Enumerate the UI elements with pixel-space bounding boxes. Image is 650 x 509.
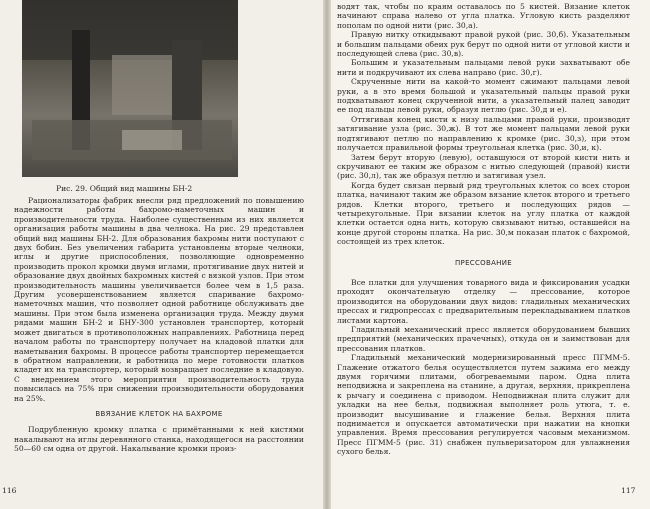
paragraph: Затем берут вторую (левую), оставшуюся от второй кисти нить и скручивают ее таким же образом с нитью следующей (правой) кисти (рис. 30,л), так же образуя петлю и затягивая узел. — [337, 152, 630, 181]
paragraph: Когда будет связан первый ряд треугольных клеток со всех сторон платка, начинают таким же образом вязание клеток второго и третьего рядов. Клетки второго, третьего и последующих рядов — четырехугольные. При вязании клеток на углу платка от каждой клетки остается одна нить, которую связывают нитью, оставшейся на конце другой стороны платка. На рис. 30,м показан платок с бахромой, состоящей из трех клеток. — [337, 180, 630, 247]
paragraph: Подрубленную кромку платка с примётанными к ней кистями накалывают на иглы деревянного станка, находящегося на расстоянии 50—60 см одна от другой. Накалывание кромки произ- — [14, 425, 304, 454]
right-page — [327, 0, 650, 509]
left-text-column — [14, 196, 304, 454]
page-number: 116 — [2, 486, 17, 495]
figure-caption: Рис. 29. Общий вид машины БН-2 — [56, 184, 193, 193]
right-text-column — [337, 2, 630, 457]
paragraph: Рационализаторы фабрик внесли ряд предложений по повышению надежности работы бахромо-наметочных машин и производительности труда. Наиболее существенным из них является организация работы машины в два челнока. На рис. 29 представлен общий вид машины БН-2. Для образования бахромы нити поступают с двух бобин. Без увеличения габарита установлены вторые челноки, иглы и другие приспособления, позволяющие одновременно производить прокол кромки двумя иглами, протягивание двух нитей и образование двух двойных бахромных кистей с вязкой узлов. При этом производительность машины увеличивается более чем в 1,5 раза. Другим усовершенствованием является спаривание бахромо-наметочных машин, что позволяет одной работнице обслуживать две машины. При этом была изменена организация труда. Между двумя рядами машин БН-2 и БНУ-300 установлен транспортер, который может двигаться в противоположных направлениях. Работница перед началом работы по транспортеру получает на кладовой платки для наметывания бахромы. В процессе работы транспортер перемещается в обратном направлении, и работница по мере готовности платков кладет их на транспортер, который возвращает последние в кладовую. С внедрением этого мероприятия производительность труда повысилась на 75% при снижении производительности оборудования на 25%. — [14, 196, 304, 403]
section-heading: ПРЕССОВАНИЕ — [454, 258, 512, 267]
paragraph: Большим и указательным пальцами левой руки захватывают обе нити и подкручивают их слева направо (рис. 30,г). — [337, 58, 630, 77]
paragraph: Скрученные нити на какой-то момент сжимают пальцами левой руки, а в это время большой и указательный пальцы правой руки подхватывают конец скрученной нити, а указательный палец заводит ее под пальцы левой руки, образуя петлю (рис. 30,д и е). — [337, 77, 630, 115]
page-number: 117 — [621, 486, 636, 495]
photo-shape — [22, 0, 238, 60]
photo-shape — [122, 130, 182, 150]
section-heading: ВВЯЗАНИЕ КЛЕТОК НА БАХРОМЕ — [95, 409, 223, 418]
paragraph: Оттягивая конец кисти к низу пальцами правой руки, производят затягивание узла (рис. 30,ж). В тот же момент пальцами левой руки подтягивают петлю по направлению к кромке (рис. 30,з), при этом получается правильной формы треугольная клетка (рис. 30,и, к). — [337, 114, 630, 153]
paragraph: водят так, чтобы по краям оставалось по 5 кистей. Вязание клеток начинают справа налево от угла платка. Угловую кисть разделяют пополам по одной нити (рис. 30,а). — [337, 2, 630, 30]
paragraph: Все платки для улучшения товарного вида и фиксирования усадки проходят окончательную отделку — прессование, которое производится на оборудовании двух видов: гладильных механических прессах и гидропрессах с предварительным перекладыванием платков листами картона. — [337, 277, 630, 325]
machine-photo — [22, 0, 238, 177]
paragraph: Гладильный механический пресс является оборудованием бывших предприятий (механических прачечных), откуда он и заимствован для прессования платков. — [337, 325, 630, 353]
paragraph: Гладильный механический модернизированный пресс ПГММ-5. Глажение отжатого белья осуществляется путем зажима его между двумя горячими плитами, обогреваемыми паром. Одна плита неподвижна и закреплена на станине, а другая, верхняя, прикреплена к рычагу и соединена с приводом. Неподвижная плита служит для укладки на нее белья, подвижная выполняет роль утюга, т. е. производит высушивание и глажение белья. Верхняя плита поднимается и опускается автоматически при нажатии на кнопки управления. Время прессования регулируется часовым механизмом. Пресс ПГММ-5 (рис. 31) снабжен пульверизатором для увлажнения сухого белья. — [337, 353, 630, 457]
paragraph: Правую нитку откидывают правой рукой (рис. 30,б). Указательным и большим пальцами обеих рук берут по одной нити от угловой кисти и последующей слева (рис. 30,в). — [337, 30, 630, 59]
book-gutter — [323, 0, 331, 509]
